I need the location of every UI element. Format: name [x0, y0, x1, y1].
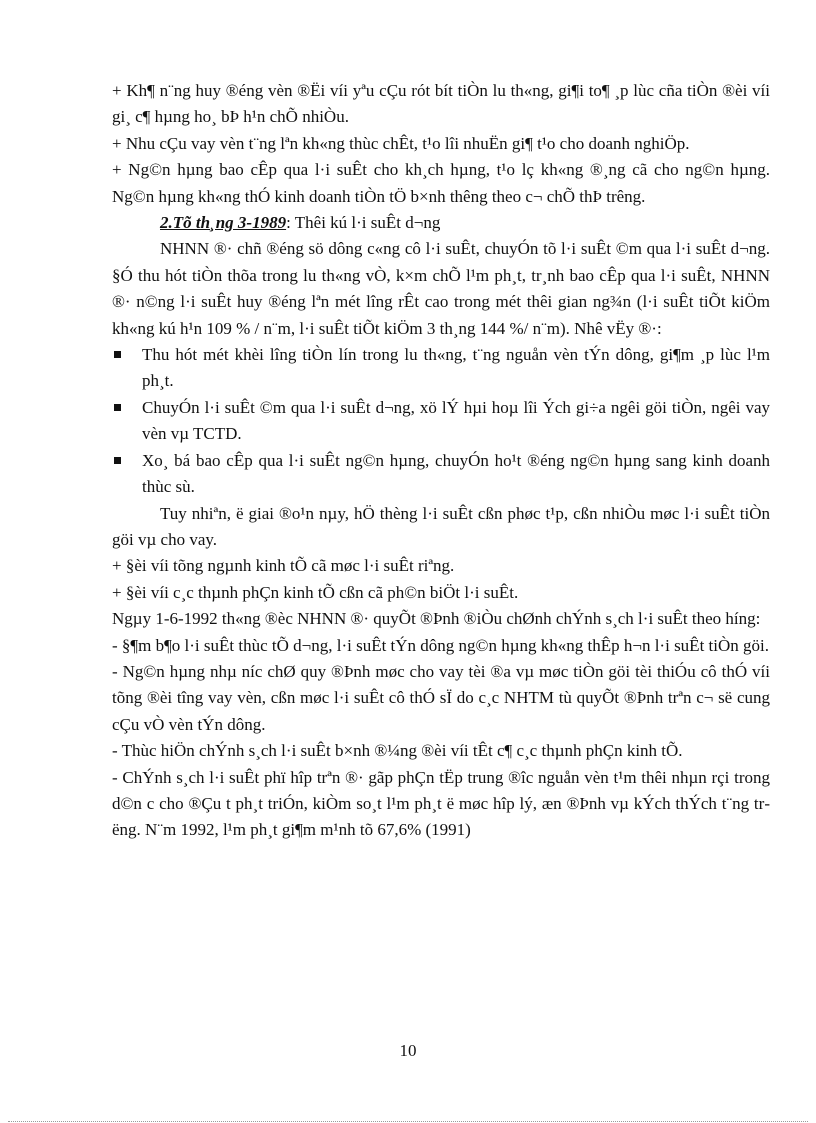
bullet-item — [112, 342, 770, 395]
page-bottom-divider — [8, 1121, 808, 1122]
dash-item-rate-ceiling: - Ng©n hµng nhµ níc chØ quy ®Þnh møc cho vay tèi ®a vµ møc tiÒn göi tèi thiÓu cô thÓ víi tõng ®èi tîng vay vèn, cßn møc l·i suÊt cô thÓ sÏ do c¸c NHTM tù quyÕt ®Þnh trªn c¬ së cung cÇu vÒ vèn tÝn dông. — [112, 661, 770, 734]
bullet-item — [112, 448, 770, 501]
paragraph-by-ownership: + §èi víi c¸c thµnh phÇn kinh tÕ cßn cã ph©n biÖt l·i suÊt. — [112, 582, 519, 602]
paragraph-however: Tuy nhiªn, ë giai ®o¹n nµy, hÖ thèng l·i suÊt cßn phøc t¹p, cßn nhiÒu møc l·i suÊt tiÒn göi vµ cho vay. — [112, 503, 770, 549]
paragraph-by-sector: + §èi víi tõng ngµnh kinh tÕ cã møc l·i suÊt riªng. — [112, 556, 455, 576]
section-title: 2.Tõ th¸ng 3-1989 — [160, 213, 287, 233]
bullet-square-icon — [114, 404, 121, 411]
bullet-text: ChuyÓn l·i suÊt ©m qua l·i suÊt d¬ng, xö lÝ hµi hoµ lîi Ých gi÷a ngêi göi tiÒn, ngêi vay vèn vµ TCTD. — [142, 397, 770, 444]
section-title-suffix: : Thêi kú l·i suÊt d¬ng — [286, 213, 441, 233]
bullet-item — [112, 395, 770, 448]
paragraph-bank-subsidy: + Ng©n hµng bao cÊp qua l·i suÊt cho kh¸ch hµng, t¹o lç kh«ng ®¸ng cã cho ng©n hµng. Ng©n hµng kh«ng thÓ kinh doanh tiÒn tÖ b×nh thêng theo c¬ chÕ thÞ trêng. — [112, 160, 770, 206]
bullet-text: Thu hót mét khèi lîng tiÒn lín trong lu th«ng, t¨ng nguån vèn tÝn dông, gi¶m ¸p lùc l¹m ph¸t. — [142, 345, 770, 391]
section-intro: NHNN ®· chñ ®éng sö dông c«ng cô l·i suÊt, chuyÓn tõ l·i suÊt ©m qua l·i suÊt d¬ng. §Ó thu hót tiÒn thõa trong lu th«ng vÒ, k×m chÕ l¹m ph¸t, tr¸nh bao cÊp qua l·i suÊt, NHNN ®· n©ng l·i suÊt huy ®éng lªn mét lîng rÊt cao trong mét thêi gian ng¾n (l·i suÊt tiÕt kiÖm kh«ng kú h¹n 109 % / n¨m, l·i suÊt tiÕt kiÖm 3 th¸ng 144 %/ n¨m). Nhê vËy ®·: — [112, 239, 770, 338]
section-heading — [112, 210, 770, 236]
paragraph-decision-1992: Ngµy 1-6-1992 th«ng ®èc NHNN ®· quyÕt ®Þnh ®iÒu chØnh chÝnh s¸ch l·i suÊt theo híng: — [112, 609, 761, 629]
bullet-square-icon — [114, 457, 121, 464]
bullet-square-icon — [114, 351, 121, 358]
dash-item-positive-rate: - §¶m b¶o l·i suÊt thùc tÕ d¬ng, l·i suÊt tÝn dông ng©n hµng kh«ng thÊp h¬n l·i suÊt tiÒn göi. — [112, 635, 769, 655]
dash-item-equal-policy: - Thùc hiÖn chÝnh s¸ch l·i suÊt b×nh ®¼ng ®èi víi tÊt c¶ c¸c thµnh phÇn kinh tÕ. — [112, 741, 683, 761]
dash-item-policy-results: - ChÝnh s¸ch l·i suÊt phï hîp trªn ®· gãp phÇn tËp trung ®îc nguån vèn t¹m thêi nhµn rçi trong d©n c cho ®Çu t ph¸t triÓn, kiÒm so¸t l¹m ph¸t ë møc hîp lý, æn ®Þnh vµ kÝch thÝch t¨ng trëng. N¨m 1992, l¹m ph¸t gi¶m m¹nh tõ 67,6% (1991) — [112, 767, 770, 840]
paragraph-capital-mobilization: + Kh¶ n¨ng huy ®éng vèn ®Ëi víi yªu cÇu rót bít tiÒn lu th«ng, gi¶i to¶ ¸p lùc cña tiÒn ®èi víi gi¸ c¶ hµng ho¸ bÞ h¹n chÕ nhiÒu. — [112, 81, 770, 127]
bullet-text: Xo¸ bá bao cÊp qua l·i suÊt ng©n hµng, chuyÓn ho¹t ®éng ng©n hµng sang kinh doanh thùc sù. — [142, 450, 770, 497]
page-body — [112, 78, 770, 844]
paragraph-loan-demand: + Nhu cÇu vay vèn t¨ng lªn kh«ng thùc chÊt, t¹o lîi nhuËn gi¶ t¹o cho doanh nghiÖp. — [112, 133, 690, 153]
page-number: 10 — [399, 1041, 417, 1060]
